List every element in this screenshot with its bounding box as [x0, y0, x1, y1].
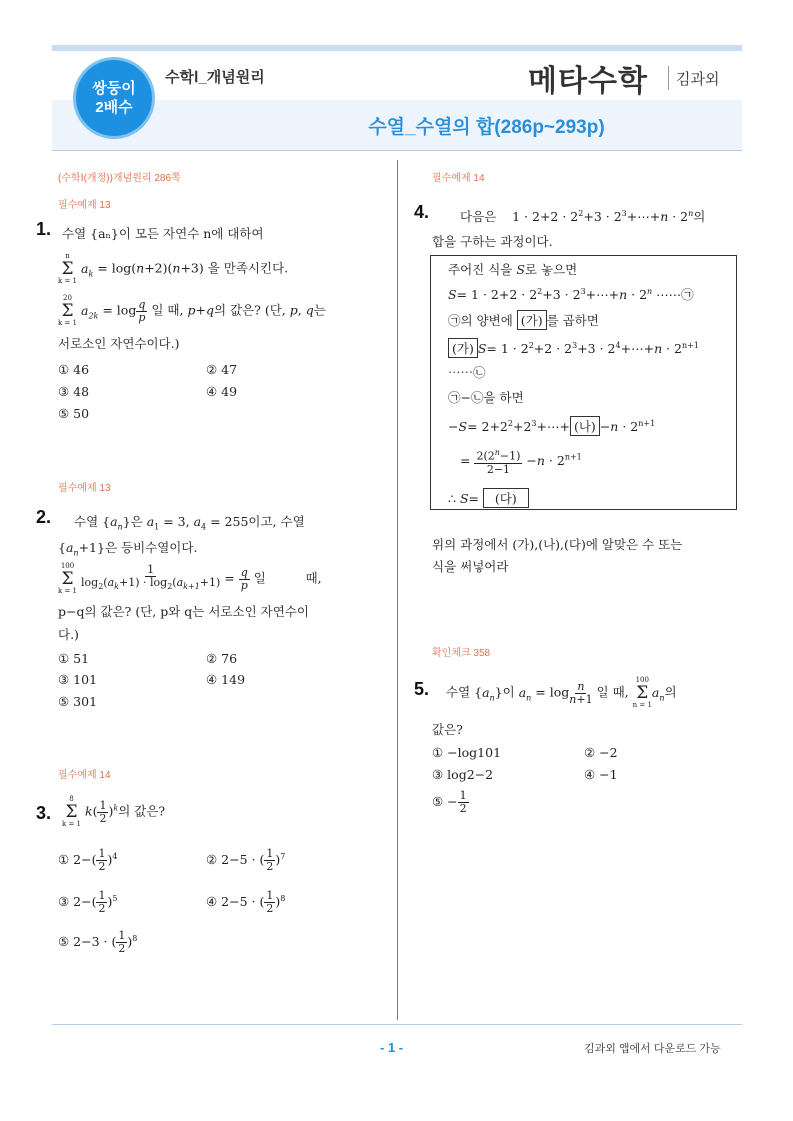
proof-line5: ⋯⋯㉡: [448, 365, 486, 380]
blank-da[interactable]: (다): [483, 488, 529, 508]
q2-line2: $\{a_n+1\}$은 등비수열이다.: [58, 540, 198, 558]
q5-option2[interactable]: ② −2: [584, 745, 618, 760]
badge-line1: 쌍둥이: [92, 80, 136, 97]
course-title: 수학Ⅰ_개념원리: [165, 69, 265, 86]
q2-line3: p−q의 값은? (단, p와 q는 서로소인 자연수이: [58, 604, 309, 619]
q3-number: 3.: [36, 803, 52, 823]
q5-number: 5.: [414, 679, 430, 699]
footer-note: 김과외 앱에서 다운로드 가능: [584, 1043, 721, 1055]
q4-after2: 식을 써넣어라: [432, 559, 509, 574]
q3-question: 8 Σ k = 1 k( $\frac{1}{2}$ )$^k$의 값은?: [62, 795, 166, 828]
brand-sub-logo: 김과외: [676, 71, 720, 88]
proof-line3: ㉠의 양변에 (가) 를 곱하면: [448, 310, 599, 330]
q2-option1[interactable]: ① 51: [58, 651, 90, 666]
badge-line2: 2배수: [95, 99, 133, 116]
blank-ga[interactable]: (가): [517, 310, 547, 330]
q1-option1[interactable]: ① 46: [58, 362, 90, 377]
q3-tag: 필수예제 14: [58, 770, 111, 781]
page-number: - 1 -: [380, 1040, 404, 1055]
q3-option3[interactable]: ③ 2−( $\frac{1}{2}$ )$^5$: [58, 889, 118, 915]
q3-option5[interactable]: ⑤ 2−3 · ( $\frac{1}{2}$ )$^8$: [58, 929, 138, 955]
proof-line8: = $\frac{2(2^n-1)}{2-1}$ $-n \cdot 2^{n+1}$: [460, 448, 582, 476]
q2-line1: 수열 $\{a_n\}$은 $a_1 = 3$, $a_4 = 255$이고, 수열: [74, 514, 305, 532]
q2-tag: 필수예제 13: [58, 483, 111, 494]
proof-line6: ㉠−㉡을 하면: [448, 390, 524, 405]
q4-after1: 위의 과정에서 (가),(나),(다)에 알맞은 수 또는: [432, 537, 683, 552]
header-divider: [52, 150, 742, 151]
q4-line1: 다음은 $1 \cdot 2+2 \cdot 2^2+3$ · $2^3+\cdots+n \cdot 2^n$의: [460, 208, 706, 224]
q5-option5[interactable]: ⑤ − $\frac{1}{2}$: [432, 789, 467, 815]
q1-option5[interactable]: ⑤ 50: [58, 406, 90, 421]
q5-option4[interactable]: ④ −1: [584, 767, 618, 782]
unit-title: 수열_수열의 합(286p~293p): [368, 117, 605, 138]
q1-number: 1.: [36, 219, 52, 239]
blank-ga-2[interactable]: (가): [448, 338, 478, 358]
proof-line2: $S= 1 \cdot 2+2 \cdot 2^2+3$ · $2^3+\cdots+n \cdot 2^n$ ⋯⋯㉠: [448, 286, 694, 302]
proof-line1: 주어진 식을 S로 놓으면: [448, 262, 578, 277]
q4-number: 4.: [414, 202, 430, 222]
q4-tag: 필수예제 14: [432, 173, 485, 184]
q3-option4[interactable]: ④ 2−5 · ( $\frac{1}{2}$ )$^8$: [206, 889, 286, 915]
q5-option1[interactable]: ① −log101: [432, 745, 502, 760]
q2-option5[interactable]: ⑤ 301: [58, 694, 98, 709]
q2-option3[interactable]: ③ 101: [58, 672, 98, 687]
source-line: (수학Ⅰ(개정))개념원리 286쪽: [58, 173, 181, 184]
q1-equation1: n Σ k = 1 $a_k = \log(n+2)(n+3)$ 을 만족시킨다.: [58, 252, 289, 285]
q1-equation2: 20 Σ k = 1 $a_{2k} = \log$ $\frac{q}{p}$ 일 때, p+q의 값은? (단, p, q는: [58, 294, 326, 327]
q2-option4[interactable]: ④ 149: [206, 672, 246, 687]
q4-line2: 합을 구하는 과정이다.: [432, 234, 553, 249]
q2-number: 2.: [36, 507, 52, 527]
q5-line2: 값은?: [432, 722, 463, 737]
q5-tag: 확인체크 358: [432, 648, 491, 659]
column-divider: [397, 160, 398, 1020]
q5-line1: 수열 $\{a_n\}$이 $a_n = \log$ $\frac{n}{n+1}$ 일 때, 100 Σ n = 1 $a_n$의: [446, 676, 677, 709]
proof-line7: $-S= 2+2^2+2^3+\cdots+$ (나) $-n \cdot 2^{n+1}$: [448, 416, 655, 436]
proof-line9: ∴ S= (다): [448, 488, 529, 508]
proof-line4: (가) $S= 1 \cdot 2^2+2 \cdot 2^3+3$ · $2^4+\cdots+n \cdot 2^{n+1}$: [448, 338, 699, 358]
blank-na[interactable]: (나): [570, 416, 600, 436]
q1-tag: 필수예제 13: [58, 200, 111, 211]
logo-separator: [668, 66, 669, 90]
q2-line4: 다.): [58, 627, 79, 642]
q1-option2[interactable]: ② 47: [206, 362, 238, 377]
footer-divider: [52, 1024, 742, 1025]
q1-option3[interactable]: ③ 48: [58, 384, 90, 399]
q1-line4: 서로소인 자연수이다.): [58, 336, 180, 351]
q5-option3[interactable]: ③ log2−2: [432, 767, 494, 782]
q2-option2[interactable]: ② 76: [206, 651, 238, 666]
top-bar: [52, 45, 742, 51]
q3-option1[interactable]: ① 2−( $\frac{1}{2}$ )$^4$: [58, 847, 118, 873]
q1-line1: 수열 {aₙ}이 모든 자연수 n에 대하여: [62, 226, 264, 241]
q3-option2[interactable]: ② 2−5 · ( $\frac{1}{2}$ )$^7$: [206, 847, 286, 873]
q1-option4[interactable]: ④ 49: [206, 384, 238, 399]
brand-logo: 메타수학: [528, 65, 648, 98]
q2-equation: 100 Σ k = 1 $\frac{1}{\log_2(a_k+1) \cdot \log_2(a_{k+1}+1)}$ = $\frac{q}{p}$ 일 때,: [58, 562, 322, 595]
